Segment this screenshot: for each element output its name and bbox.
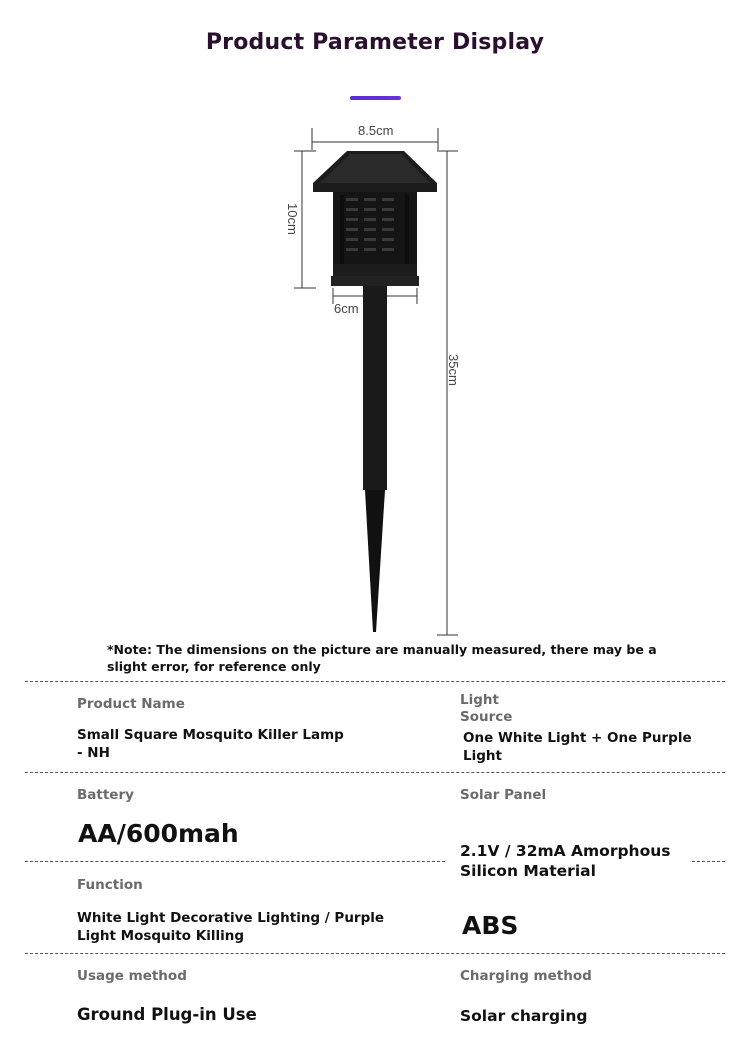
row-divider [25, 772, 725, 773]
row-divider [692, 861, 725, 862]
battery-label: Battery [77, 787, 134, 803]
row-divider [25, 953, 725, 954]
page-title: Product Parameter Display [205, 30, 545, 55]
light-source-label: Light Source [460, 692, 513, 725]
solar-panel-label: Solar Panel [460, 787, 547, 803]
function-value: White Light Decorative Lighting / Purple Light Mosquito Killing [77, 910, 385, 944]
width-dimension-label: 8.5cm [358, 123, 394, 138]
charging-method-value: Solar charging [460, 1007, 588, 1025]
light-source-value: One White Light + One Purple Light [463, 730, 692, 764]
function-label: Function [77, 877, 143, 893]
total-height-dimension-label: 35cm [446, 354, 461, 386]
row-divider [25, 681, 725, 682]
product-name-value: Small Square Mosquito Killer Lamp - NH [77, 727, 344, 761]
dimension-note: *Note: The dimensions on the picture are manually measured, there may be a slight error, for reference only [107, 642, 657, 674]
row-divider [25, 861, 445, 862]
charging-method-label: Charging method [460, 968, 592, 984]
usage-method-value: Ground Plug-in Use [77, 1005, 257, 1024]
base-width-dimension-label: 6cm [334, 301, 359, 316]
lamp-head [313, 151, 437, 286]
solar-panel-value: 2.1V / 32mA Amorphous Silicon Material [460, 842, 671, 880]
battery-value: AA/600mah [78, 819, 239, 848]
lamp-stake [363, 286, 387, 632]
usage-method-label: Usage method [77, 968, 187, 984]
head-height-dimension-label: 10cm [285, 203, 300, 235]
product-name-label: Product Name [77, 696, 185, 712]
material-value: ABS [462, 911, 519, 940]
total-height-dimension-line [437, 151, 458, 635]
